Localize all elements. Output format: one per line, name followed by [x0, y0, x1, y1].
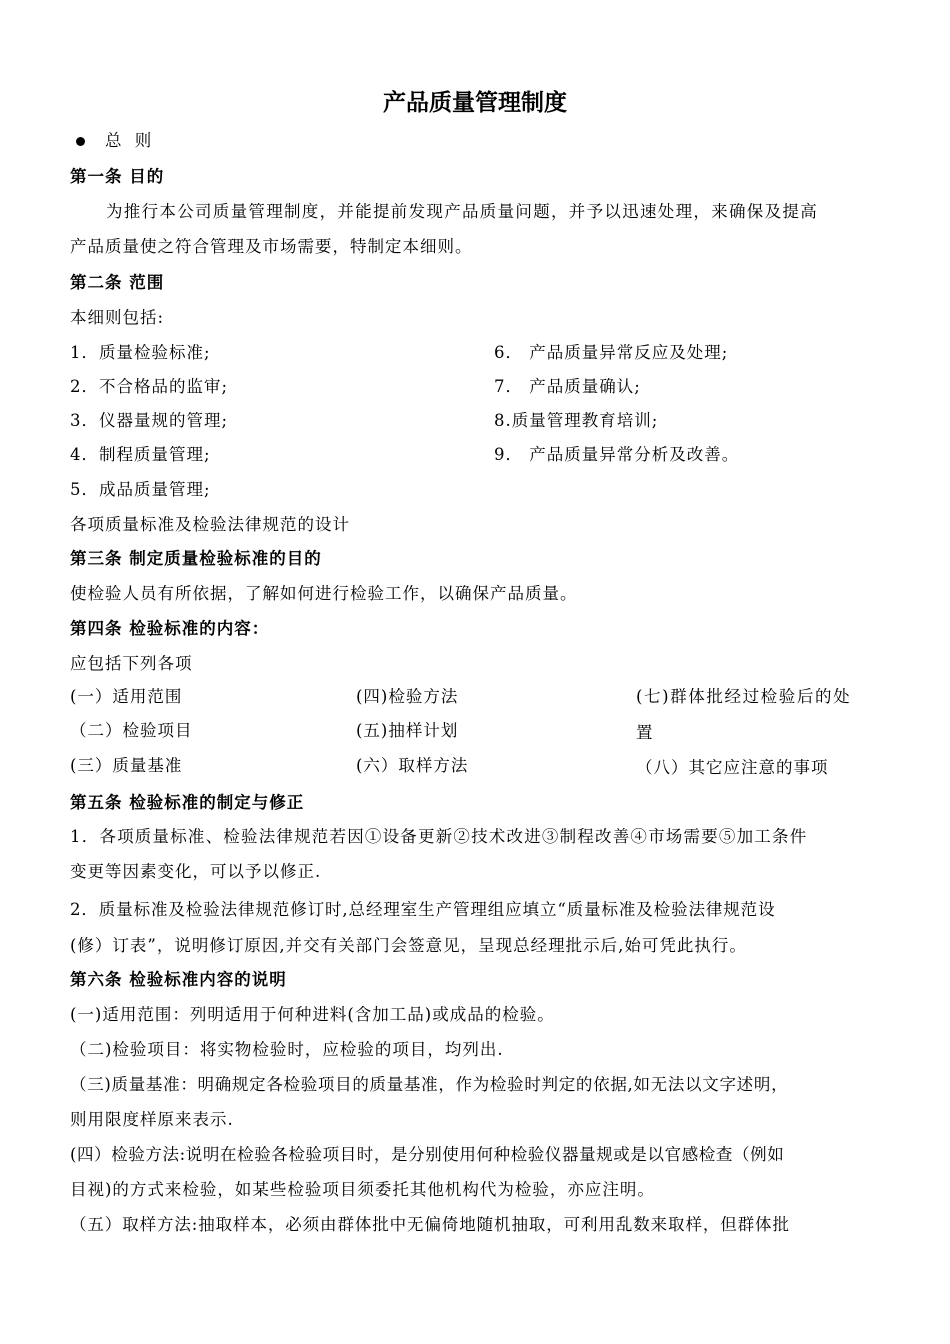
- content-item: (五)抽样计划: [356, 721, 459, 740]
- article-2-heading: 第二条 范围: [70, 273, 165, 292]
- content-item: (六）取样方法: [356, 756, 469, 775]
- article-5-heading: 第五条 检验标准的制定与修正: [70, 793, 305, 812]
- content-item: (三）质量基准: [70, 756, 183, 775]
- article-6-line: (四）检验方法:说明在检验各检验项目时，是分别使用何种检验仪器量规或是以官感检查（例如: [70, 1145, 785, 1164]
- article-6-line: (一)适用范围：列明适用于何种进料(含加工品)或成品的检验。: [70, 1005, 555, 1024]
- scope-item: 6． 产品质量异常反应及处理;: [494, 343, 729, 362]
- article-6-line: （五）取样方法:抽取样本，必须由群体批中无偏倚地随机抽取，可利用乱数来取样，但群体批: [70, 1215, 790, 1234]
- article-5-item-1-line-1: 1．各项质量标准、检验法律规范若因①设备更新②技术改进③制程改善④市场需要⑤加工条件: [70, 827, 808, 846]
- scope-item: 4．制程质量管理;: [70, 445, 211, 464]
- article-6-line: （三)质量基准：明确规定各检验项目的质量基准，作为检验时判定的依据,如无法以文字述明，: [70, 1075, 789, 1094]
- content-item: （八）其它应注意的事项: [636, 758, 829, 777]
- article-6-line: 则用限度样原来表示.: [70, 1110, 234, 1129]
- bullet-icon: [76, 137, 85, 146]
- article-3-heading: 第三条 制定质量检验标准的目的: [70, 549, 322, 568]
- content-item: (七)群体批经过检验后的处: [636, 687, 852, 706]
- article-6-heading: 第六条 检验标准内容的说明: [70, 970, 287, 989]
- scope-item: 3．仪器量规的管理;: [70, 411, 229, 430]
- article-2-intro: 本细则包括:: [70, 308, 165, 327]
- article-2-tail: 各项质量标准及检验法律规范的设计: [70, 515, 350, 534]
- article-1-heading: 第一条 目的: [70, 167, 165, 186]
- article-3-paragraph: 使检验人员有所依据，了解如何进行检验工作，以确保产品质量。: [70, 584, 578, 603]
- article-4-heading: 第四条 检验标准的内容：: [70, 619, 270, 638]
- general-heading: 总 则: [105, 131, 156, 150]
- content-item: 置: [636, 723, 654, 742]
- content-item: （二）检验项目: [70, 721, 193, 740]
- article-6-line: 目视)的方式来检验，如某些检验项目须委托其他机构代为检验，亦应注明。: [70, 1180, 655, 1199]
- article-5-item-2-line-2: (修）订表”，说明修订原因,并交有关部门会签意见，呈现总经理批示后,始可凭此执行。: [70, 936, 747, 955]
- general-section: [76, 127, 155, 151]
- article-4-intro: 应包括下列各项: [70, 654, 193, 673]
- scope-item: 7． 产品质量确认;: [494, 377, 641, 396]
- scope-item: 1．质量检验标准;: [70, 343, 211, 362]
- scope-item: 2．不合格品的监审;: [70, 377, 229, 396]
- article-1-paragraph-line-2: 产品质量使之符合管理及市场需要，特制定本细则。: [70, 237, 473, 256]
- article-1-paragraph-line-1: 为推行本公司质量管理制度，并能提前发现产品质量问题，并予以迅速处理，来确保及提高: [106, 202, 818, 221]
- document-title: 产品质量管理制度: [383, 90, 567, 116]
- article-5-item-2-line-1: 2．质量标准及检验法律规范修订时,总经理室生产管理组应填立“质量标准及检验法律规范设: [70, 900, 776, 919]
- content-item: (四)检验方法: [356, 687, 459, 706]
- article-5-item-1-line-2: 变更等因素变化，可以予以修正.: [70, 862, 322, 881]
- article-6-line: （二)检验项目：将实物检验时，应检验的项目，均列出.: [70, 1040, 504, 1059]
- scope-item: 9． 产品质量异常分析及改善。: [494, 445, 740, 464]
- scope-item: 5．成品质量管理;: [70, 480, 211, 499]
- content-item: (一）适用范围: [70, 687, 183, 706]
- scope-item: 8.质量管理教育培训;: [494, 411, 659, 430]
